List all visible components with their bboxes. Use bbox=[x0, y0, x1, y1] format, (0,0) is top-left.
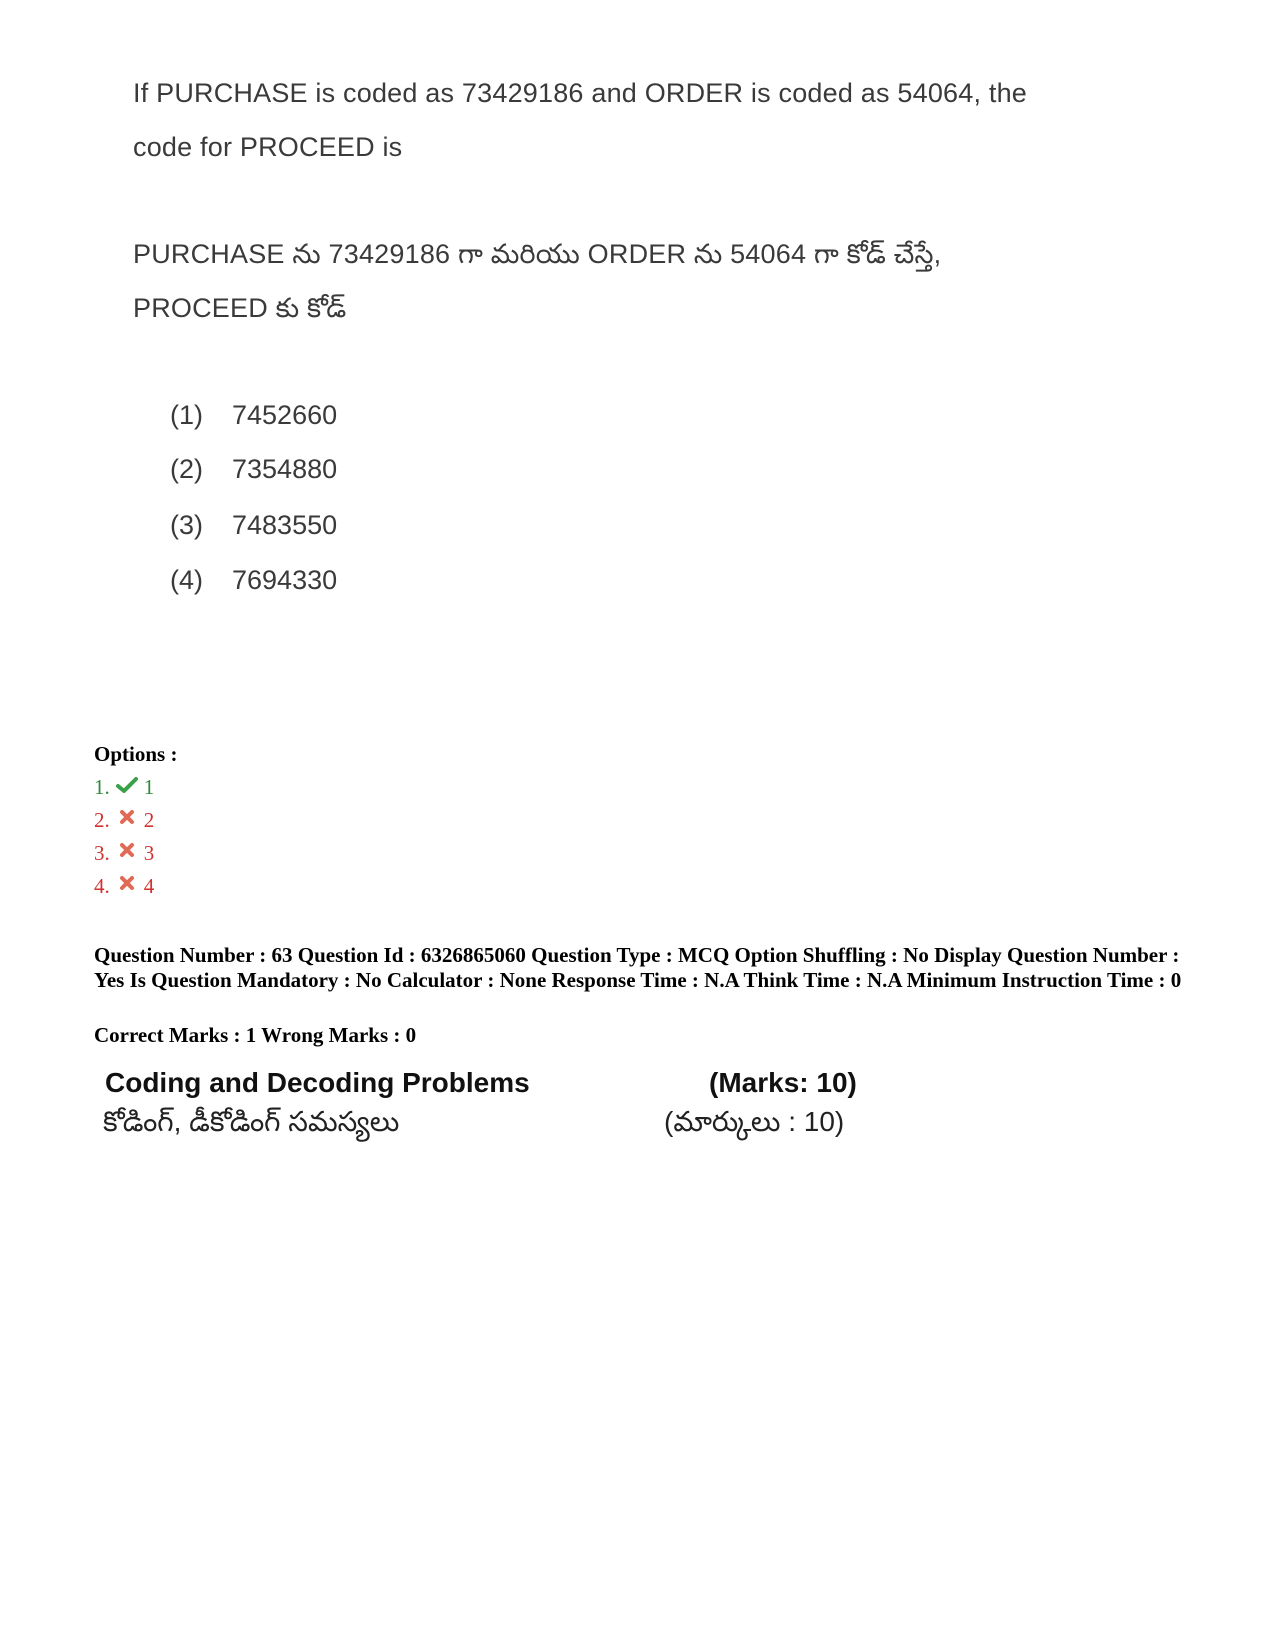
cross-icon bbox=[116, 874, 138, 892]
question-telugu-line-2: PROCEED కు కోడ్ bbox=[133, 293, 347, 323]
question-english-line-1: If PURCHASE is coded as 73429186 and ORDER is coded as 54064, the bbox=[133, 78, 1028, 108]
answer-choice bbox=[170, 454, 337, 485]
option-label: 1 bbox=[143, 775, 155, 799]
choice-value: 7354880 bbox=[232, 454, 338, 484]
section-title-telugu: కోడింగ్, డీకోడింగ్ సమస్యలు bbox=[103, 1106, 400, 1137]
option-item bbox=[94, 808, 154, 833]
option-label: 2 bbox=[143, 808, 155, 832]
answer-choice bbox=[170, 400, 337, 431]
options-heading: Options : bbox=[94, 742, 178, 766]
choice-number: (3) bbox=[170, 510, 203, 540]
choice-number: (4) bbox=[170, 565, 203, 595]
choice-number: (1) bbox=[170, 400, 203, 430]
choice-number: (2) bbox=[170, 454, 203, 484]
option-item bbox=[94, 775, 154, 800]
option-index: 3. bbox=[94, 841, 110, 865]
option-item bbox=[94, 874, 154, 899]
question-telugu-line-1: PURCHASE ను 73429186 గా మరియు ORDER ను 54064 గా కోడ్ చేస్తే, bbox=[133, 239, 942, 269]
section-marks-telugu: (మార్కులు : 10) bbox=[664, 1106, 845, 1137]
choice-value: 7694330 bbox=[232, 565, 338, 595]
answer-choice bbox=[170, 510, 337, 541]
option-label: 3 bbox=[143, 841, 155, 865]
choice-value: 7452660 bbox=[232, 400, 338, 430]
section-title: Coding and Decoding Problems bbox=[105, 1067, 530, 1098]
question-english-line-2: code for PROCEED is bbox=[133, 132, 403, 162]
choice-value: 7483550 bbox=[232, 510, 338, 540]
section-marks: (Marks: 10) bbox=[709, 1067, 857, 1098]
marks-line: Correct Marks : 1 Wrong Marks : 0 bbox=[94, 1023, 417, 1047]
option-index: 1. bbox=[94, 775, 110, 799]
check-icon bbox=[116, 775, 138, 793]
option-index: 4. bbox=[94, 874, 110, 898]
question-metadata: Question Number : 63 Question Id : 6326865060 Question Type : MCQ Option Shuffling : No Display Question Number : Yes Is Question Mandatory : No Calculator : None Response Time : N.A Think Time : N.A Minimum Instruction Time : 0 bbox=[94, 943, 1182, 992]
cross-icon bbox=[116, 808, 138, 826]
answer-choice bbox=[170, 565, 337, 596]
cross-icon bbox=[116, 841, 138, 859]
option-label: 4 bbox=[143, 874, 155, 898]
option-item bbox=[94, 841, 154, 866]
option-index: 2. bbox=[94, 808, 110, 832]
